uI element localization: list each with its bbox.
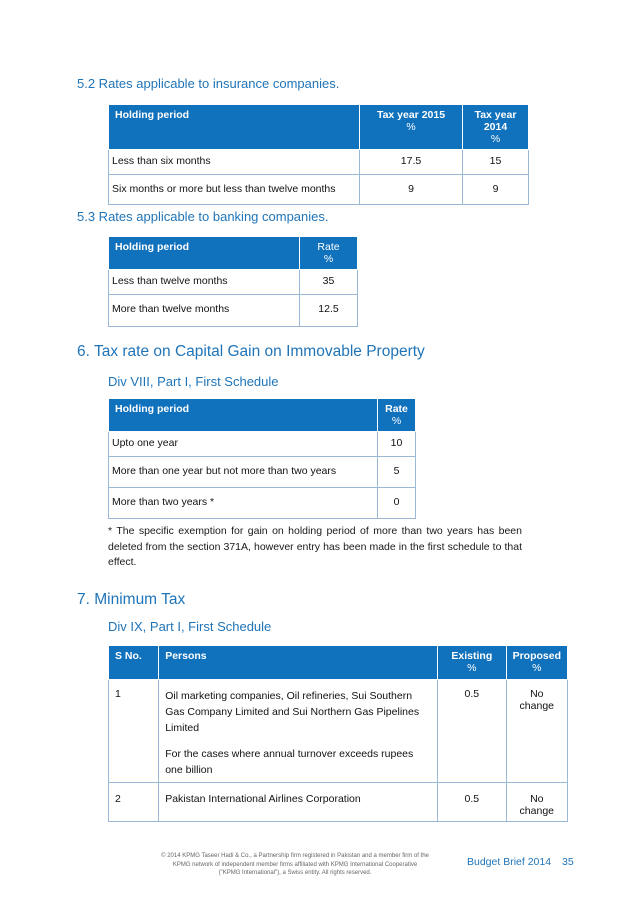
section-5-2-heading: 5.2 Rates applicable to insurance companies.	[77, 76, 340, 91]
cell-rate: 10	[378, 432, 416, 457]
col-rate: Rate %	[300, 237, 358, 270]
cell-rate: 35	[300, 270, 358, 295]
col-rate: Rate %	[378, 399, 416, 432]
cell-rate: 12.5	[300, 295, 358, 327]
table-row	[109, 175, 529, 205]
page-number: 35	[562, 856, 574, 868]
col-tax-year-2015: Tax year 2015 %	[360, 105, 463, 150]
minimum-tax-table	[108, 645, 568, 822]
col-holding-period: Holding period	[109, 105, 360, 150]
copyright-line: ("KPMG International"), a Swiss entity. All rights reserved.	[218, 870, 372, 876]
section-5-3-heading: 5.3 Rates applicable to banking companies.	[77, 209, 329, 224]
table-row	[109, 295, 358, 327]
cell-period: More than two years *	[109, 488, 378, 519]
cell-sno: 2	[109, 783, 159, 822]
copyright-notice	[140, 852, 450, 878]
cell-period: More than one year but not more than two years	[109, 457, 378, 488]
cell-2014: 15	[463, 150, 529, 175]
col-tax-year-2014: Tax year 2014 %	[463, 105, 529, 150]
copyright-line: © 2014 KPMG Taseer Hadi & Co., a Partnership firm registered in Pakistan and a member firm of the	[161, 853, 429, 859]
table-row	[109, 457, 416, 488]
section-7-subheading: Div IX, Part I, First Schedule	[108, 619, 272, 634]
table-row	[109, 432, 416, 457]
banking-rates-table	[108, 236, 358, 327]
cell-sno: 1	[109, 680, 159, 783]
cell-period: More than twelve months	[109, 295, 300, 327]
cell-2015: 9	[360, 175, 463, 205]
budget-brief-label: Budget Brief 2014	[467, 856, 552, 868]
copyright-line: KPMG network of independent member firms affiliated with KPMG International Cooperative	[172, 861, 418, 868]
section-6-note: * The specific exemption for gain on holding period of more than two years has been deleted from the section 371A, however entry has been made in the first schedule to that effect.	[108, 525, 522, 568]
col-sno: S No.	[109, 646, 159, 680]
cell-rate: 0	[378, 488, 416, 519]
insurance-rates-table	[108, 104, 529, 205]
col-holding-period: Holding period	[109, 237, 300, 270]
table-row	[109, 270, 358, 295]
table-row	[109, 680, 568, 783]
col-persons: Persons	[159, 646, 438, 680]
col-existing: Existing %	[438, 646, 506, 680]
cell-proposed: No change	[506, 680, 567, 783]
section-6-heading: 6. Tax rate on Capital Gain on Immovable Property	[77, 343, 425, 360]
cell-persons: Pakistan International Airlines Corporation	[159, 783, 438, 822]
col-holding-period: Holding period	[109, 399, 378, 432]
persons-extra-text: For the cases where annual turnover exceeds rupees one billion	[165, 748, 414, 776]
cell-period: Upto one year	[109, 432, 378, 457]
cell-existing: 0.5	[438, 680, 506, 783]
cell-persons	[159, 680, 438, 783]
cell-proposed: No change	[506, 783, 567, 822]
section-6-subheading: Div VIII, Part I, First Schedule	[108, 374, 279, 389]
col-proposed: Proposed %	[506, 646, 567, 680]
table-row	[109, 488, 416, 519]
table-row	[109, 150, 529, 175]
cell-2014: 9	[463, 175, 529, 205]
immovable-property-table	[108, 398, 416, 519]
cell-period: Less than twelve months	[109, 270, 300, 295]
table-row	[109, 783, 568, 822]
cell-rate: 5	[378, 457, 416, 488]
section-7-heading: 7. Minimum Tax	[77, 591, 186, 608]
cell-2015: 17.5	[360, 150, 463, 175]
cell-existing: 0.5	[438, 783, 506, 822]
persons-text: Oil marketing companies, Oil refineries, Sui Southern Gas Company Limited and Sui Northern Gas Pipelines Limited	[165, 690, 420, 734]
cell-period: Six months or more but less than twelve months	[109, 175, 360, 205]
cell-period: Less than six months	[109, 150, 360, 175]
